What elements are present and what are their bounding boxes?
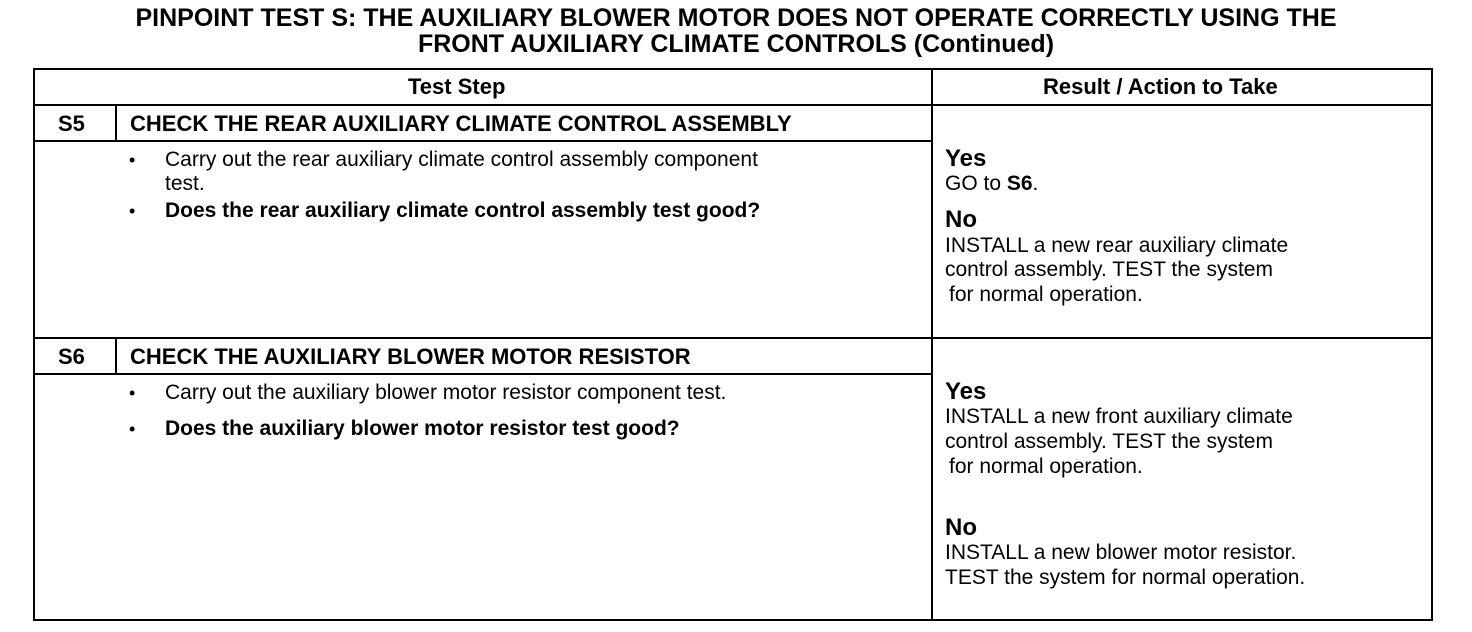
s5-no-line2: control assembly. TEST the system bbox=[945, 258, 1273, 281]
s6-yes-line1: INSTALL a new front auxiliary climate bbox=[945, 405, 1293, 428]
s6-yes-line2: control assembly. TEST the system bbox=[945, 430, 1273, 453]
row-divider bbox=[33, 337, 1433, 339]
s5-bullet1-line2: test. bbox=[165, 172, 205, 195]
s5-yes-action bbox=[945, 172, 1038, 196]
s5-yes-label: Yes bbox=[945, 145, 987, 172]
header-divider bbox=[33, 104, 1433, 106]
s6-title-underline bbox=[33, 373, 933, 375]
step-title-s5: CHECK THE REAR AUXILIARY CLIMATE CONTROL ASSEMBLY bbox=[130, 111, 792, 136]
page-title bbox=[0, 5, 1472, 57]
bullet-glyph: • bbox=[129, 201, 136, 221]
bullet-glyph: • bbox=[129, 150, 136, 170]
step-title-s6: CHECK THE AUXILIARY BLOWER MOTOR RESISTOR bbox=[130, 344, 691, 369]
s6-bullet2-question: Does the auxiliary blower motor resistor test good? bbox=[165, 417, 680, 440]
s6-yes-label: Yes bbox=[945, 378, 987, 405]
s5-bullet1-line1: Carry out the rear auxiliary climate control assembly component bbox=[165, 148, 758, 171]
header-result-action: Result / Action to Take bbox=[1043, 74, 1278, 99]
s6-yes-line3: for normal operation. bbox=[949, 455, 1143, 478]
s6-id-divider bbox=[115, 337, 117, 375]
s6-bullet1-line1: Carry out the auxiliary blower motor resistor component test. bbox=[165, 381, 727, 404]
step-id-s5: S5 bbox=[58, 111, 85, 136]
s5-no-label: No bbox=[945, 206, 977, 233]
s5-title-underline bbox=[33, 140, 933, 142]
column-divider bbox=[931, 68, 933, 621]
s5-yes-suffix: . bbox=[1032, 172, 1039, 195]
s6-no-line1: INSTALL a new blower motor resistor. bbox=[945, 541, 1297, 564]
s5-yes-prefix: GO to bbox=[945, 172, 1007, 195]
bullet-glyph: • bbox=[129, 383, 136, 403]
s5-no-line1: INSTALL a new rear auxiliary climate bbox=[945, 234, 1289, 257]
bullet-glyph: • bbox=[129, 419, 136, 439]
s6-no-label: No bbox=[945, 514, 977, 541]
s5-id-divider bbox=[115, 104, 117, 142]
s6-no-line2: TEST the system for normal operation. bbox=[945, 566, 1306, 589]
title-line-2: FRONT AUXILIARY CLIMATE CONTROLS (Continued) bbox=[417, 30, 1055, 58]
title-line-1: PINPOINT TEST S: THE AUXILIARY BLOWER MOTOR DOES NOT OPERATE CORRECTLY USING THE bbox=[135, 4, 1337, 32]
s5-yes-ref: S6 bbox=[1006, 172, 1033, 195]
s5-no-line3: for normal operation. bbox=[949, 283, 1143, 306]
header-test-step: Test Step bbox=[408, 74, 506, 99]
step-id-s6: S6 bbox=[58, 344, 85, 369]
s5-bullet2-question: Does the rear auxiliary climate control assembly test good? bbox=[165, 199, 761, 222]
